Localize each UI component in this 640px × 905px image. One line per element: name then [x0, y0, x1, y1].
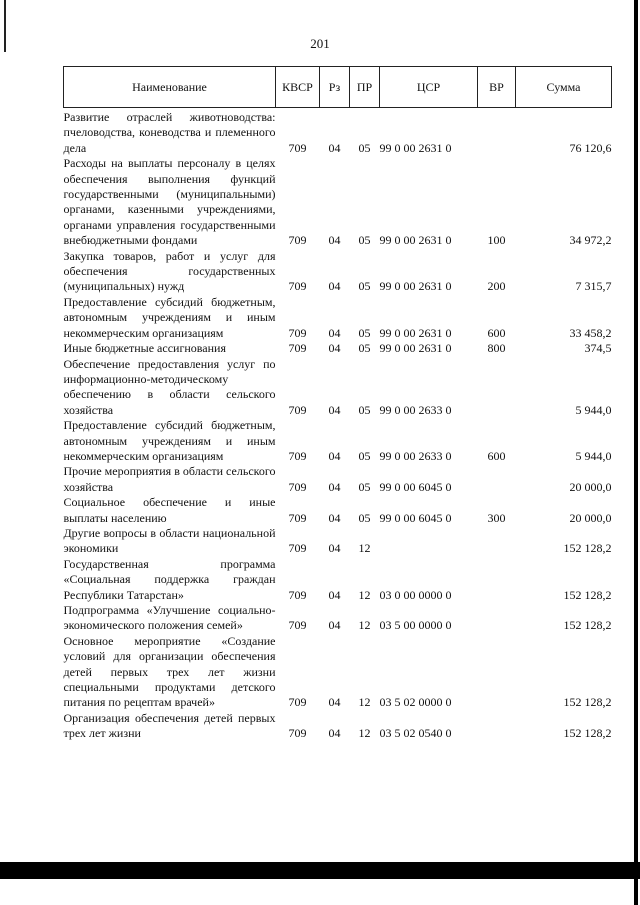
row-name: Государственная программа «Социальная поддержка граждан Республики Татарстан»	[63, 556, 276, 602]
row-name: Предоставление субсидий бюджетным, автономным учреждениям и иным некоммерческим организациям	[63, 418, 276, 463]
table-row	[64, 495, 612, 526]
budget-table	[63, 66, 612, 742]
row-name: Социальное обеспечение и иные выплаты населению	[63, 495, 276, 525]
table-row	[64, 557, 612, 603]
row-rz: 04	[328, 695, 341, 710]
row-name: Другие вопросы в области национальной экономики	[63, 525, 276, 556]
row-vr	[478, 526, 516, 557]
row-kvsr: 709	[288, 341, 307, 356]
row-csr: 99 0 00 6045 0	[379, 479, 452, 494]
row-sum: 374,5	[584, 341, 612, 356]
row-kvsr: 709	[288, 448, 307, 463]
row-rz: 04	[328, 341, 341, 356]
row-kvsr: 709	[288, 479, 307, 494]
row-rz: 04	[328, 279, 341, 294]
row-csr: 99 0 00 2631 0	[379, 341, 452, 356]
row-vr: 100	[487, 233, 506, 248]
row-rz: 04	[328, 726, 341, 741]
row-vr: 800	[487, 341, 506, 356]
row-name: Иные бюджетные ассигнования	[63, 341, 226, 356]
table-row	[64, 108, 612, 157]
row-pr: 12	[358, 587, 371, 602]
header-name: Наименование	[64, 67, 276, 108]
row-csr: 03 5 02 0540 0	[379, 726, 452, 741]
page-number: 201	[310, 36, 330, 51]
row-sum: 20 000,0	[569, 510, 612, 525]
row-pr: 12	[358, 695, 371, 710]
row-csr: 03 0 00 0000 0	[379, 587, 452, 602]
row-name: Подпрограмма «Улучшение социально-экономического положения семей»	[63, 603, 276, 633]
row-name: Прочие мероприятия в области сельского хозяйства	[63, 464, 276, 494]
row-kvsr: 709	[288, 726, 307, 741]
table-row	[64, 341, 612, 356]
row-rz: 04	[328, 541, 341, 556]
row-pr: 05	[358, 510, 371, 525]
row-sum: 152 128,2	[563, 695, 612, 710]
row-vr	[478, 634, 516, 711]
row-csr: 03 5 02 0000 0	[379, 695, 452, 710]
table-row	[64, 711, 612, 742]
table-row	[64, 418, 612, 464]
row-rz: 04	[328, 510, 341, 525]
row-sum: 152 128,2	[563, 726, 612, 741]
table-row	[64, 526, 612, 557]
row-rz: 04	[328, 140, 341, 155]
row-vr: 600	[487, 325, 506, 340]
row-csr: 99 0 00 2631 0	[379, 140, 452, 155]
row-vr: 200	[487, 279, 506, 294]
row-kvsr: 709	[288, 695, 307, 710]
header-rz: Рз	[320, 67, 350, 108]
row-sum: 76 120,6	[569, 140, 612, 155]
row-csr: 99 0 00 2631 0	[379, 279, 452, 294]
row-name: Обеспечение предоставления услуг по информационно-методическому обеспечению в области сельского хозяйства	[63, 356, 276, 417]
row-name: Закупка товаров, работ и услуг для обеспечения государственных (муниципальных) нужд	[63, 248, 276, 294]
row-vr	[478, 711, 516, 742]
header-sum: Сумма	[516, 67, 612, 108]
row-sum: 33 458,2	[569, 325, 612, 340]
row-vr	[478, 603, 516, 634]
row-csr: 99 0 00 2633 0	[379, 402, 452, 417]
row-sum: 5 944,0	[575, 402, 612, 417]
row-name: Организация обеспечения детей первых трех лет жизни	[63, 710, 276, 741]
row-vr	[478, 357, 516, 419]
row-kvsr: 709	[288, 325, 307, 340]
row-name: Предоставление субсидий бюджетным, автономным учреждениям и иным некоммерческим организациям	[63, 294, 276, 340]
table-header-row	[64, 67, 612, 108]
row-kvsr: 709	[288, 402, 307, 417]
table-row	[64, 357, 612, 419]
row-csr	[380, 526, 478, 557]
row-kvsr: 709	[288, 140, 307, 155]
table-row	[64, 603, 612, 634]
row-kvsr: 709	[288, 279, 307, 294]
row-kvsr: 709	[288, 618, 307, 633]
table-row	[64, 634, 612, 711]
row-kvsr: 709	[288, 541, 307, 556]
row-csr: 99 0 00 6045 0	[379, 510, 452, 525]
row-sum: 152 128,2	[563, 541, 612, 556]
table-row	[64, 156, 612, 248]
row-pr: 05	[358, 279, 371, 294]
row-name: Развитие отраслей животноводства: пчеловодства, коневодства и племенного дела	[63, 110, 276, 155]
row-kvsr: 709	[288, 587, 307, 602]
row-rz: 04	[328, 402, 341, 417]
header-csr: ЦСР	[380, 67, 478, 108]
row-name: Расходы на выплаты персоналу в целях обеспечения выполнения функций государственными (муниципальными) органами, казенными учреждениями, органами управления государственными внебюджетными фондами	[63, 156, 276, 248]
row-csr: 03 5 00 0000 0	[379, 618, 452, 633]
row-sum: 152 128,2	[563, 618, 612, 633]
row-vr	[478, 464, 516, 495]
row-csr: 99 0 00 2633 0	[379, 448, 452, 463]
header-pr: ПР	[350, 67, 380, 108]
row-rz: 04	[328, 448, 341, 463]
row-name: Основное мероприятие «Создание условий для организации обеспечения детей первых трех лет жизни специальными продуктами детского питания по рецептам врачей»	[63, 633, 276, 710]
row-rz: 04	[328, 618, 341, 633]
row-vr	[478, 557, 516, 603]
row-pr: 05	[358, 402, 371, 417]
row-pr: 12	[358, 618, 371, 633]
row-sum: 152 128,2	[563, 587, 612, 602]
row-pr: 05	[358, 140, 371, 155]
row-csr: 99 0 00 2631 0	[379, 233, 452, 248]
row-pr: 05	[358, 341, 371, 356]
header-kvsr: КВСР	[276, 67, 320, 108]
row-rz: 04	[328, 587, 341, 602]
row-sum: 20 000,0	[569, 479, 612, 494]
row-kvsr: 709	[288, 233, 307, 248]
row-vr: 300	[487, 510, 506, 525]
row-vr	[478, 108, 516, 157]
table-row	[64, 249, 612, 295]
row-pr: 12	[358, 541, 371, 556]
header-vr: ВР	[478, 67, 516, 108]
row-csr: 99 0 00 2631 0	[379, 325, 452, 340]
row-pr: 05	[358, 479, 371, 494]
row-rz: 04	[328, 325, 341, 340]
table-row	[64, 464, 612, 495]
row-sum: 7 315,7	[575, 279, 612, 294]
scan-edge-line	[634, 0, 638, 905]
scan-bottom-band	[0, 862, 640, 879]
row-rz: 04	[328, 233, 341, 248]
row-vr: 600	[487, 448, 506, 463]
row-pr: 12	[358, 726, 371, 741]
row-pr: 05	[358, 325, 371, 340]
row-kvsr: 709	[288, 510, 307, 525]
row-pr: 05	[358, 448, 371, 463]
table-row	[64, 295, 612, 341]
row-rz: 04	[328, 479, 341, 494]
row-sum: 34 972,2	[569, 233, 612, 248]
row-sum: 5 944,0	[575, 448, 612, 463]
row-pr: 05	[358, 233, 371, 248]
